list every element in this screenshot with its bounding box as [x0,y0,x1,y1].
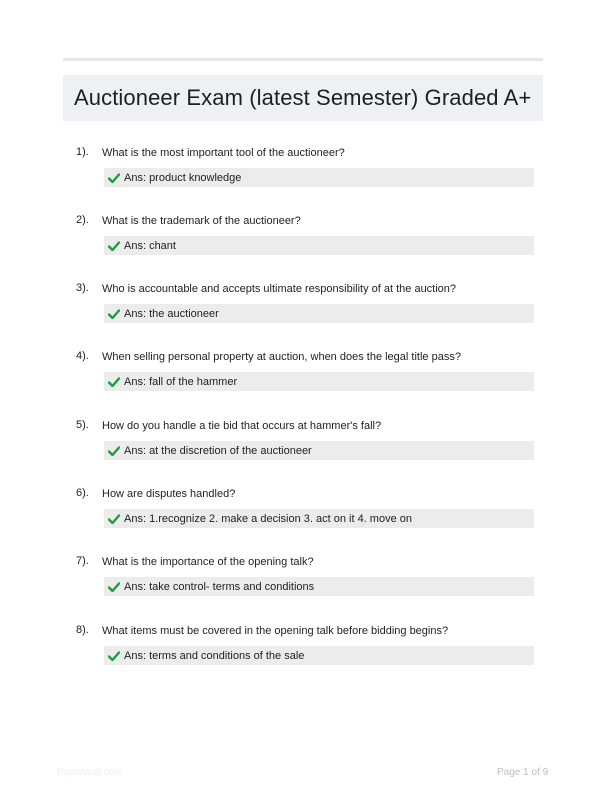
checkmark-icon [108,377,120,387]
question-number: 4). [76,350,89,362]
question-text: What items must be covered in the opening talk before bidding begins? [102,625,449,637]
question-number: 1). [76,146,89,158]
question-item [0,487,606,547]
answer-box [104,577,534,596]
question-number: 3). [76,282,89,294]
question-text: What is the most important tool of the auctioneer? [102,147,345,159]
question-item [0,282,606,342]
question-item [0,350,606,410]
page-title: Auctioneer Exam (latest Semester) Graded A+ [74,85,532,110]
question-item [0,146,606,206]
answer-box [104,372,534,391]
checkmark-icon [108,173,120,183]
question-text: What is the importance of the opening talk? [102,556,314,568]
question-text: When selling personal property at auction, when does the legal title pass? [102,351,461,363]
answer-box [104,646,534,665]
question-item [0,555,606,615]
checkmark-icon [108,446,120,456]
question-number: 7). [76,555,89,567]
question-text: How are disputes handled? [102,488,236,500]
question-item [0,624,606,684]
question-number: 2). [76,214,89,226]
checkmark-icon [108,241,120,251]
answer-text: Ans: at the discretion of the auctioneer [124,444,312,457]
question-item [0,214,606,274]
answer-text: Ans: chant [124,239,176,252]
question-number: 5). [76,419,89,431]
answer-text: Ans: take control- terms and conditions [124,580,315,593]
answer-box [104,304,534,323]
answer-box [104,236,534,255]
footer-watermark: Paperwall.com [57,767,123,778]
answer-text: Ans: product knowledge [124,171,242,184]
answer-box [104,509,534,528]
question-text: How do you handle a tie bid that occurs at hammer's fall? [102,420,382,432]
top-divider [63,58,543,61]
page-indicator: Page 1 of 9 [497,767,549,778]
question-text: Who is accountable and accepts ultimate responsibility of at the auction? [102,283,457,295]
question-text: What is the trademark of the auctioneer? [102,215,301,227]
answer-text: Ans: terms and conditions of the sale [124,649,305,662]
answer-text: Ans: the auctioneer [124,307,219,320]
checkmark-icon [108,582,120,592]
title-banner [63,75,543,121]
question-number: 8). [76,624,89,636]
answer-text: Ans: 1.recognize 2. make a decision 3. act on it 4. move on [124,512,412,525]
checkmark-icon [108,651,120,661]
checkmark-icon [108,309,120,319]
answer-box [104,441,534,460]
answer-text: Ans: fall of the hammer [124,375,238,388]
answer-box [104,168,534,187]
question-number: 6). [76,487,89,499]
question-item [0,419,606,479]
checkmark-icon [108,514,120,524]
